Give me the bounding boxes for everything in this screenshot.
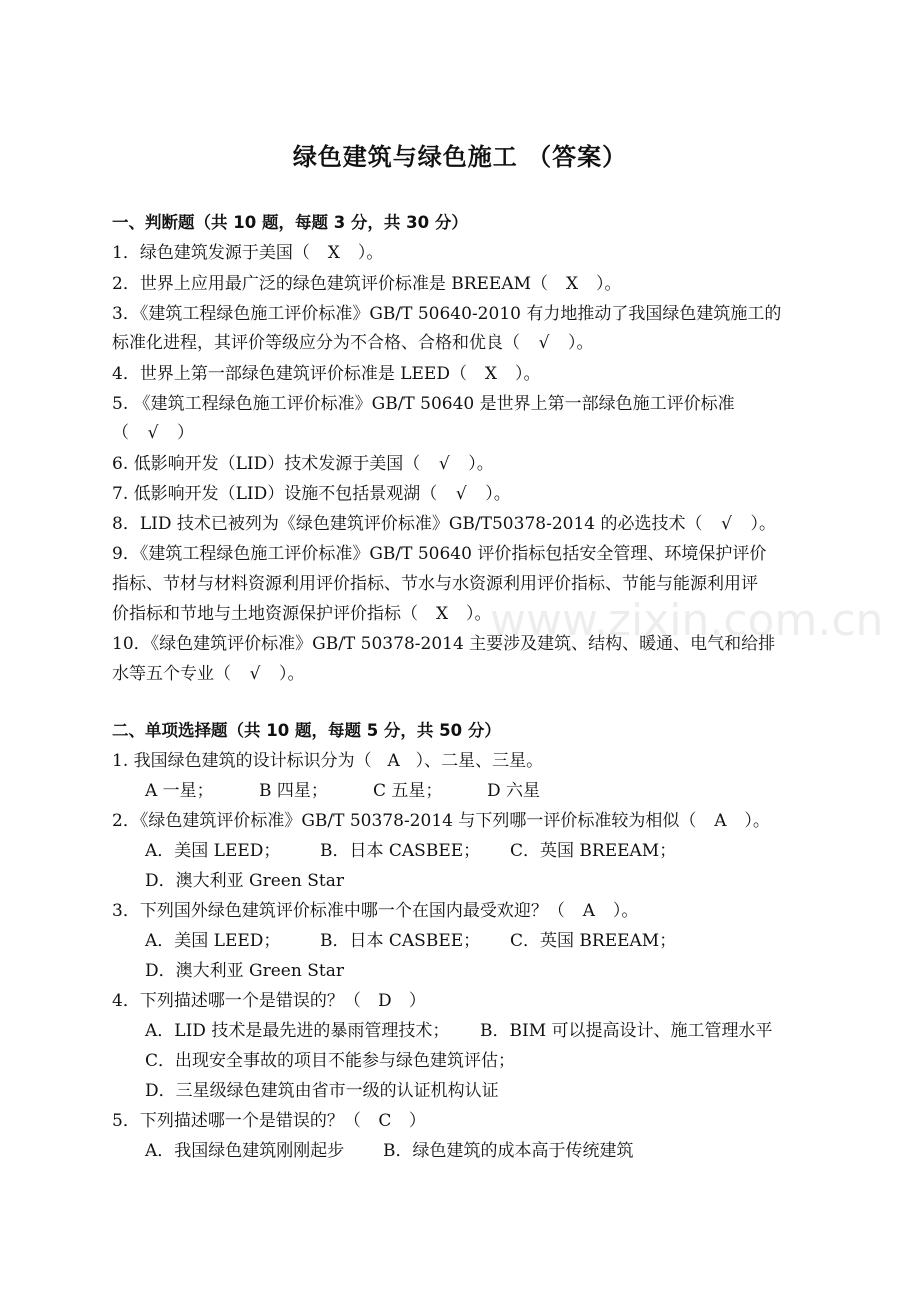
option-d: D．澳大利亚 Green Star <box>145 961 344 981</box>
answer: X <box>565 274 579 294</box>
option-d: D．澳大利亚 Green Star <box>145 871 344 891</box>
question-2-2: 2．《绿色建筑评价标准》GB/T 50378-2014 与下列哪一评价标准较为相似（ A ）。 <box>112 811 770 831</box>
answer: √ <box>721 514 732 534</box>
question-1-2: 2．世界上应用最广泛的绿色建筑评价标准是 BREEAM（ X ）。 <box>112 274 622 294</box>
option-c: C．英国 BREEAM； <box>510 931 677 951</box>
option-b: B．BIM 可以提高设计、施工管理水平 <box>480 1021 773 1041</box>
option-b: B．绿色建筑的成本高于传统建筑 <box>383 1141 634 1161</box>
answer: X <box>435 604 449 624</box>
options-2-1 <box>145 779 540 803</box>
question-2-5: 5．下列描述哪一个是错误的？（ C ） <box>112 1111 426 1131</box>
options-2-2 <box>145 839 676 863</box>
option-c: C 五星； <box>373 781 443 801</box>
answer: D <box>378 991 392 1011</box>
options-2-4-line3 <box>145 1079 499 1103</box>
option-a: A．美国 LEED； <box>145 841 281 861</box>
question-2-1: 1. 我国绿色建筑的设计标识分为（ A ）、二星、三星。 <box>112 751 544 771</box>
question-1-9-line3: 价指标和节地与土地资源保护评价指标（ X ）。 <box>112 604 492 624</box>
answer: A <box>582 901 595 921</box>
options-2-5 <box>145 1139 634 1163</box>
answer: X <box>327 243 340 263</box>
option-a: A 一星； <box>145 781 214 801</box>
option-c: C．出现安全事故的项目不能参与绿色建筑评估； <box>145 1051 516 1071</box>
option-a: A．美国 LEED； <box>145 931 281 951</box>
question-1-4: 4．世界上第一部绿色建筑评价标准是 LEED（ X ）。 <box>112 364 541 384</box>
question-1-10-line1: 10．《绿色建筑评价标准》GB/T 50378-2014 主要涉及建筑、结构、暖通、电气和给排 <box>112 634 776 654</box>
question-1-9-line2: 指标、节材与材料资源利用评价指标、节水与水资源利用评价指标、节能与能源利用评 <box>112 574 758 594</box>
answer: C <box>378 1111 392 1131</box>
option-b: B．日本 CASBEE； <box>320 931 481 951</box>
option-d: D 六星 <box>487 781 541 801</box>
options-2-4-line2 <box>145 1049 515 1073</box>
option-b: B．日本 CASBEE； <box>320 841 481 861</box>
question-1-10-line2: 水等五个专业（ √ ）。 <box>112 664 305 684</box>
options-2-4-line1 <box>145 1019 773 1043</box>
answer: A <box>387 751 400 771</box>
section1-header: 一、判断题（共 10 题，每题 3 分，共 30 分） <box>112 213 468 232</box>
question-2-4: 4．下列描述哪一个是错误的？（ D ） <box>112 991 426 1011</box>
answer: √ <box>249 664 261 684</box>
section2-header: 二、单项选择题（共 10 题，每题 5 分，共 50 分） <box>112 721 501 740</box>
question-1-6: 6. 低影响开发（LID）技术发源于美国（ √ ）。 <box>112 454 494 474</box>
question-1-3-line2: 标准化进程，其评价等级应分为不合格、合格和优良（ √ ）。 <box>112 333 594 353</box>
option-a: A．我国绿色建筑刚刚起步 <box>145 1141 345 1161</box>
option-d: D．三星级绿色建筑由省市一级的认证机构认证 <box>145 1081 499 1101</box>
options-2-3-line2 <box>145 959 344 983</box>
answer: X <box>484 364 498 384</box>
watermark: www.zixin.com.cn <box>490 595 884 646</box>
options-2-2-line2 <box>145 869 344 893</box>
question-1-3-line1: 3．《建筑工程绿色施工评价标准》GB/T 50640-2010 有力地推动了我国绿色建筑施工的 <box>112 304 782 324</box>
options-2-3 <box>145 929 676 953</box>
question-1-9-line1: 9．《建筑工程绿色施工评价标准》GB/T 50640 评价指标包括安全管理、环境保护评价 <box>112 544 767 564</box>
answer: √ <box>455 484 467 504</box>
option-b: B 四星； <box>259 781 328 801</box>
question-2-3: 3．下列国外绿色建筑评价标准中哪一个在国内最受欢迎？（ A ）。 <box>112 901 639 921</box>
question-1-1: 1．绿色建筑发源于美国（ X ）。 <box>112 243 384 263</box>
option-c: C．英国 BREEAM； <box>510 841 677 861</box>
answer: A <box>714 811 727 831</box>
option-a: A．LID 技术是最先进的暴雨管理技术； <box>145 1021 450 1041</box>
question-1-5-line2: （ √ ） <box>112 423 194 443</box>
page-title: 绿色建筑与绿色施工 （答案） <box>292 143 628 171</box>
answer: √ <box>147 423 159 443</box>
answer: √ <box>438 454 450 474</box>
question-1-7: 7. 低影响开发（LID）设施不包括景观湖（ √ ）。 <box>112 484 511 504</box>
question-1-8: 8．LID 技术已被列为《绿色建筑评价标准》GB/T50378-2014 的必选技术（ √ ）。 <box>112 514 776 534</box>
answer: √ <box>538 333 550 353</box>
question-1-5-line1: 5. 《建筑工程绿色施工评价标准》GB/T 50640 是世界上第一部绿色施工评价标准 <box>112 394 735 414</box>
